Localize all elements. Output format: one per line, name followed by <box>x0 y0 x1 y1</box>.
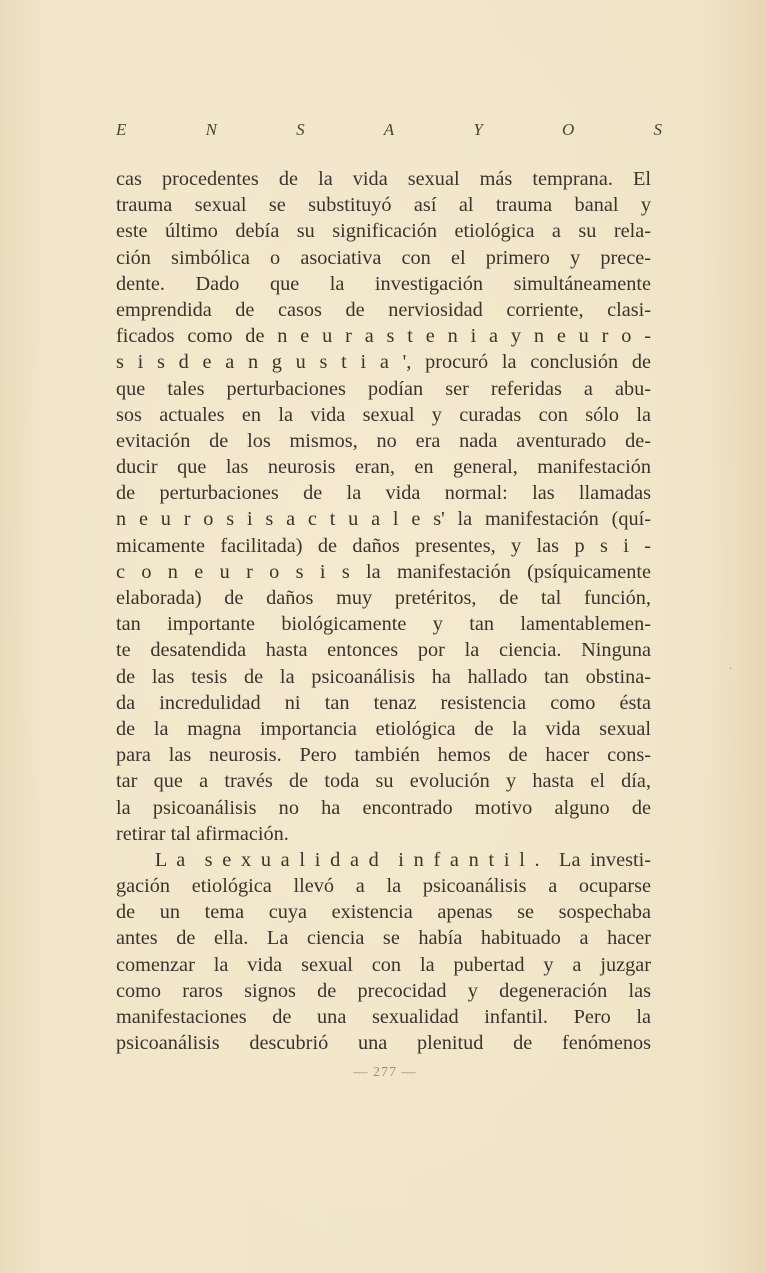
header-letter: O <box>562 120 575 139</box>
text-line: este último debía su significación etiológica a su rela- <box>116 220 651 243</box>
text-line: antes de ella. La ciencia se había habituado a hacer <box>116 927 651 950</box>
text-line: tar que a través de toda su evolución y hasta el día, <box>116 770 651 793</box>
text-line: elaborada) de daños muy pretéritos, de tal función, <box>116 587 651 609</box>
header-letter: S <box>653 120 662 139</box>
header-letter: N <box>205 120 217 139</box>
text-line: ción simbólica o asociativa con el primero y prece- <box>116 246 651 269</box>
text-line: c o n e u r o s i s la manifestación (psíquicamente <box>116 560 651 583</box>
text-line: micamente facilitada) de daños presentes, y las p s i - <box>116 534 651 557</box>
text-line: la psicoanálisis no ha encontrado motivo alguno de <box>116 796 651 819</box>
text-line: cas procedentes de la vida sexual más temprana. El <box>116 168 651 190</box>
text-line: ficados como de n e u r a s t e n i a y n e u r o - <box>116 325 651 348</box>
header-letter: A <box>383 120 395 139</box>
text-line: gación etiológica llevó a la psicoanálisis a ocuparse <box>116 875 651 898</box>
text-line: s i s d e a n g u s t i a ', procuró la conclusión de <box>116 351 651 374</box>
body-text <box>116 166 651 1056</box>
text-line: n e u r o s i s a c t u a l e s' la manifestación (quí- <box>116 508 651 531</box>
text-line: L a s e x u a l i d a d i n f a n t i l . La investi- <box>116 848 651 871</box>
text-line: psicoanálisis descubrió una plenitud de fenómenos <box>116 1032 651 1055</box>
text-line: para las neurosis. Pero también hemos de hacer cons- <box>116 744 651 767</box>
text-line: como raros signos de precocidad y degeneración las <box>116 979 651 1002</box>
paper-speck: · <box>729 664 733 675</box>
text-line: te desatendida hasta entonces por la ciencia. Ninguna <box>116 639 651 662</box>
text-line: comenzar la vida sexual con la pubertad y a juzgar <box>116 953 651 976</box>
header-letter: E <box>116 120 127 139</box>
text-line: de las tesis de la psicoanálisis ha hallado tan obstina- <box>116 665 651 688</box>
header-letter: Y <box>473 120 483 139</box>
text-line: de perturbaciones de la vida normal: las llamadas <box>116 482 651 505</box>
text-line: retirar tal afirmación. <box>116 822 289 845</box>
text-line: evitación de los mismos, no era nada aventurado de- <box>116 429 651 452</box>
text-line: trauma sexual se substituyó así al trauma banal y <box>116 194 651 217</box>
text-line: tan importante biológicamente y tan lamentablemen- <box>116 613 651 636</box>
text-line: de un tema cuya existencia apenas se sospechaba <box>116 901 651 924</box>
text-line: sos actuales en la vida sexual y curadas con sólo la <box>116 403 651 426</box>
text-line: ducir que las neurosis eran, en general, manifestación <box>116 456 651 479</box>
text-line: emprendida de casos de nerviosidad corriente, clasi- <box>116 298 651 321</box>
text-line: de la magna importancia etiológica de la vida sexual <box>116 717 651 740</box>
text-line: da incredulidad ni tan tenaz resistencia como ésta <box>116 691 651 714</box>
running-header <box>116 120 662 140</box>
header-letter: S <box>296 120 305 139</box>
text-line: manifestaciones de una sexualidad infantil. Pero la <box>116 1006 651 1028</box>
text-line: dente. Dado que la investigación simultáneamente <box>116 272 651 295</box>
page-number: — 277 — <box>353 1065 417 1080</box>
text-line: que tales perturbaciones podían ser referidas a abu- <box>116 377 651 400</box>
